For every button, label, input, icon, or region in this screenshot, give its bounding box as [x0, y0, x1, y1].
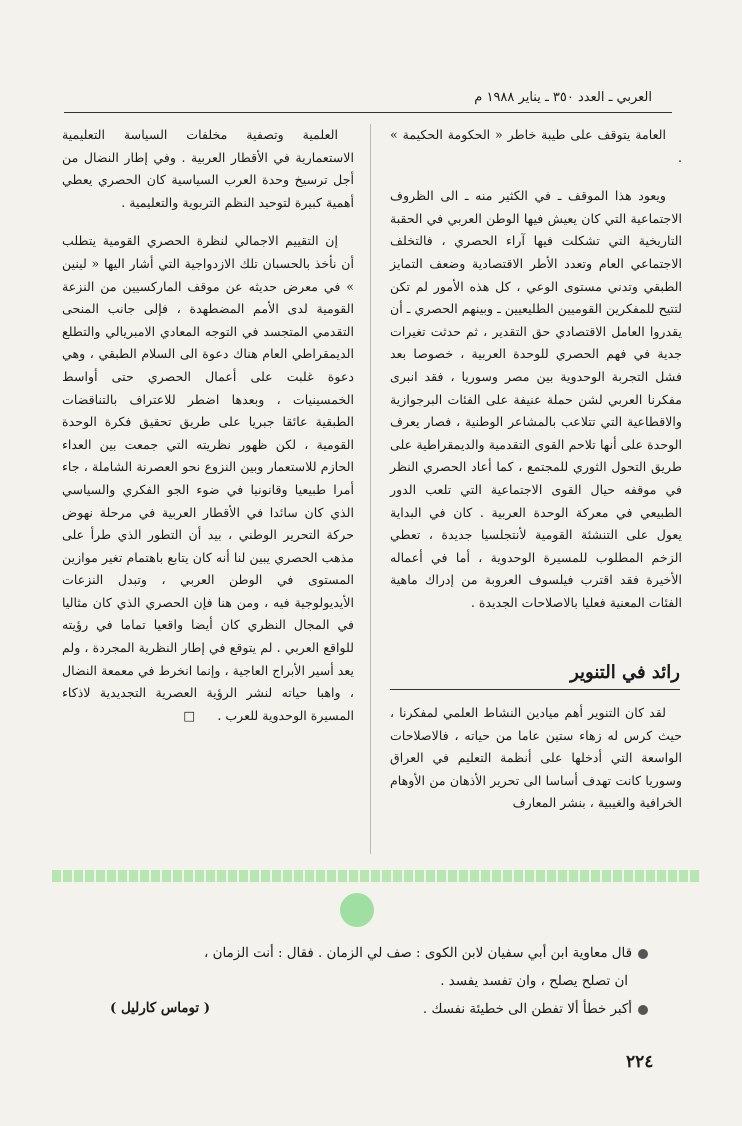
paragraph: العلمية وتصفية مخلفات السياسة التعليمية الاستعمارية في الأقطار العربية . وفي إطار النضال من أجل ترسيخ وحدة العرب السياسية كان الحصري يعطي أهمية كبيرة لتوحيد النظم التربوية والتعليمية .: [62, 127, 354, 210]
column-divider: [370, 124, 371, 854]
paragraph: العامة يتوقف على طيبة خاطر « الحكومة الحكيمة » .: [390, 127, 682, 165]
bullet-icon: [638, 949, 648, 959]
right-column: [390, 124, 682, 614]
left-column: [62, 124, 354, 727]
decorative-dot: [340, 893, 374, 927]
page-number: ٢٢٤: [626, 1052, 654, 1072]
paragraph: [62, 230, 354, 727]
quote-line: ان تصلح يصلح ، وان تفسد يفسد .: [440, 974, 628, 989]
paragraph: لقد كان التنوير أهم ميادين النشاط العلمي لمفكرنا ، حيث كرس له زهاء ستين عاما من حياته ، فالاصلاحات الواسعة التي أدخلها على أنظمة التعليم في العراق وسوريا كانت تهدف أساسا الى تحرير الأذهان من الأوهام الخرافية والغيبية ، بنشر المعارف: [390, 705, 682, 811]
running-header: العربي ـ العدد ٣٥٠ ـ يناير ١٩٨٨ م: [474, 90, 652, 105]
right-column-continued: [390, 702, 682, 815]
header-rule: [64, 112, 672, 113]
paragraph-text: إن التقييم الاجمالي لنظرة الحصري القومية يتطلب أن نأخذ بالحسبان تلك الازدواجية التي أشار اليها « لينين » في معرض حديثه عن موقف الماركسيين من النزعة القومية لدى الأمم المضطهدة ، فإلى جانب المنحى التقدمي المتجسد في التوجه المعادي الامبريالي والتطلع الديمقراطي العام هناك دعوة الى السلام الطبقي ، وهي دعوة غلبت على أعمال الحصري حتى أواسط الخمسينيات ، وبعدها اضطر للاعتراف بالتناقضات الطبقية عائقا جبريا على طريق تحقيق فكرة الوحدة القومية ، لكن ظهور نظريته التي جمعت بين العداء الحازم للاستعمار وبين النزوع نحو العصرنة الشاملة ، جاء أمرا طبيعيا وقانونيا في ضوء الجو الفكري والسياسي الذي كان سائدا في الأقطار العربية في مرحلة نهوض حركة التحرير الوطني ، بيد أن التطور الذي طرأ على مذهب الحصري يبين لنا أنه كان يتابع باهتمام تغير موازين المستوى في الوطن العربي ، وتبدل النزعات الأيديولوجية فيه ، ومن هنا فإن الحصري الذي كان مثاليا في المجال النظري كان أيضا واقعيا تماما في رؤيته للواقع العربي . لم يتوقع في إطار النظرية المجردة ، ولم يعد أسير الأبراج العاجية ، وإنما انخرط في معمعة النضال ، واهبا حياته لنشر الرؤية العصرية التجديدية لاذكاء المسيرة الوحدوية للعرب .: [62, 233, 354, 723]
quote-attribution: ( توماس كارليل ): [110, 1000, 211, 1016]
quote-line: أكبر خطأ ألا تفطن الى خطيئة نفسك .: [92, 996, 648, 1024]
paragraph: ويعود هذا الموقف ـ في الكثير منه ـ الى الظروف الاجتماعية التي كان يعيش فيها الوطن العربي في الحقبة التاريخية التي تشكلت فيها آراء الحصري ، فالتخلف الاجتماعي العام وتعدد الأطر الاقتصادية وضعف التمايز الطبقي وتدني مستوى الوعي ، كل هذه الأمور لم تكن لتتيح للمفكرين القوميين الطليعيين ـ وبينهم الحصري ـ أن يقدروا العامل الاقتصادي حق التقدير ، ثم حدثت تغيرات جدية في فهم الحصري للوحدة العربية ، خصوصا بعد فشل التجربة الوحدوية بين مصر وسوريا ، فقد انبرى مفكرنا العربي لشن حملة عنيفة على الفئات البرجوازية والاقطاعية التي تتلاعب بالمشاعر الوطنية ، فصار يعرف الوحدة على أنها تلاحم القوى التقدمية والديمقراطية على طريق التحول الثوري للمجتمع ، كما أعاد الحصري النظر في موقفه حيال القوى الاجتماعية التي تلعب الدور الطبيعي في معركة الوحدة العربية . كان في البداية يعول على التنشئة القومية لأنتجلسيا جديدة ، تعطي الزخم المطلوب للمسيرة الوحدوية ، أما في أعماله الأخيرة فقد اقترب فيلسوف العروبة من إدراك ماهية الفئات المعنية فعليا بالاصلاحات الجديدة .: [390, 188, 682, 610]
end-of-article-mark: □: [183, 707, 196, 723]
section-heading: رائد في التنوير: [390, 662, 680, 690]
bullet-icon: [638, 1005, 648, 1015]
quote-line: قال معاوية ابن أبي سفيان لابن الكوى : صف لي الزمان . فقال : أنت الزمان ،: [92, 940, 648, 968]
decorative-band: [52, 870, 700, 882]
